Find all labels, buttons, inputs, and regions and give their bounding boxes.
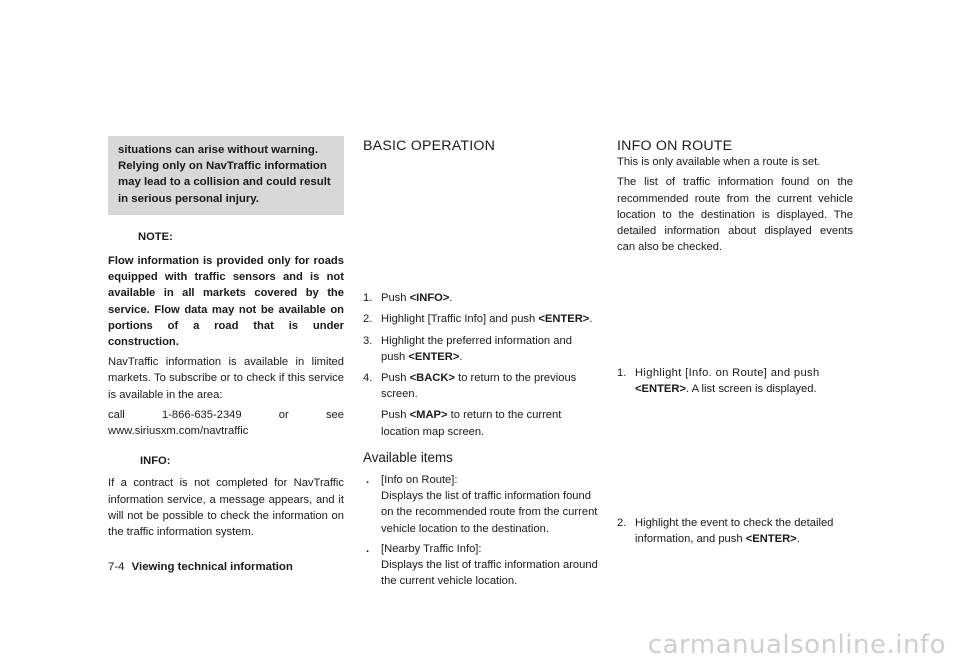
- page-number: 7-4: [108, 561, 125, 573]
- step-post: .: [589, 313, 593, 326]
- step-pre: Push: [381, 409, 410, 422]
- basic-operation-steps: [363, 290, 599, 440]
- step-post: to return to the previous screen.: [381, 372, 577, 401]
- key-label: <INFO>: [409, 292, 450, 305]
- step-pre: Highlight [Traffic Info] and push: [381, 313, 539, 326]
- step-text: [381, 370, 599, 402]
- item-desc: Displays the list of traffic information around the current vehicle location.: [381, 559, 598, 588]
- bullet-body: [381, 472, 599, 537]
- step-number: 1.: [363, 292, 373, 305]
- step-pre: Push: [381, 372, 410, 385]
- item-label: [Info on Route]:: [381, 474, 458, 487]
- bullet-icon: .: [366, 474, 370, 487]
- item-desc: Displays the list of traffic information found on the recommended route from the current vehicle location to the destination.: [381, 490, 598, 535]
- watermark: carmanualsonline.info: [647, 630, 946, 660]
- step-text: [635, 515, 853, 547]
- available-items-title: Available items: [363, 449, 453, 465]
- info-on-route-title: INFO ON ROUTE: [617, 138, 733, 154]
- key-label: <ENTER>: [745, 533, 797, 546]
- right-column: [617, 138, 853, 546]
- warning-text: situations can arise without warning. Relying only on NavTraffic information may lead to a collision and could result in serious personal injury.: [118, 144, 331, 205]
- step-item: [363, 333, 599, 365]
- list-item: [363, 541, 599, 590]
- key-label: <BACK>: [409, 372, 455, 385]
- step-pre: Highlight [Info. on Route] and push: [635, 367, 820, 379]
- item-label: [Nearby Traffic Info]:: [381, 542, 482, 555]
- step-sub-text: [381, 407, 599, 439]
- step-text: [635, 365, 853, 397]
- key-label: <ENTER>: [408, 350, 460, 363]
- footer-section-label: Viewing technical information: [131, 561, 293, 573]
- note-heading: NOTE:: [138, 230, 173, 243]
- key-label: <ENTER>: [635, 383, 686, 396]
- step-post: .: [459, 350, 463, 363]
- step-item: [363, 370, 599, 402]
- route-step-1: [617, 365, 853, 397]
- step-number: 4.: [363, 372, 373, 385]
- route-intro-2: The list of traffic information found on the recommended route from the current vehicle location to the destination is displayed. The detailed information about displayed events can also be checked.: [617, 176, 853, 254]
- step-item: [363, 290, 599, 306]
- route-step-2: [617, 515, 853, 547]
- step-post: to return to the current location map screen.: [381, 409, 562, 438]
- key-label: <ENTER>: [538, 313, 590, 326]
- basic-operation-title: BASIC OPERATION: [363, 138, 496, 154]
- step-number: 3.: [363, 334, 373, 347]
- step-pre: Push: [381, 292, 410, 305]
- step-number: 2.: [363, 313, 373, 326]
- step-number: 1.: [617, 367, 627, 379]
- middle-column: [363, 138, 599, 593]
- step-item: [363, 311, 599, 327]
- step-text: [381, 333, 599, 365]
- availability-text: NavTraffic information is available in limited markets. To subscribe or to check if this service is available in the area:: [108, 356, 344, 401]
- step-pre: Highlight the event to check the detailed information, and push: [635, 517, 834, 546]
- note-body: Flow information is provided only for roads equipped with traffic sensors and is not available in all markets covered by the service. Flow data may not be available on portions of a road that is under construction.: [108, 255, 344, 349]
- step-text: [381, 311, 599, 327]
- page-footer: [108, 561, 293, 573]
- bullet-icon: .: [366, 542, 370, 555]
- step-post: . A list screen is displayed.: [685, 383, 817, 396]
- key-label: <MAP>: [409, 409, 448, 422]
- route-intro-1: This is only available when a route is set.: [617, 156, 821, 169]
- step-post: .: [449, 292, 453, 305]
- list-item: [363, 472, 599, 537]
- warning-box: [108, 136, 344, 215]
- call-text: call 1-866-635-2349 or see www.siriusxm.com/navtraffic: [108, 408, 344, 438]
- step-post: .: [796, 533, 800, 546]
- step-number: 2.: [617, 517, 627, 529]
- info-heading: INFO:: [140, 455, 171, 468]
- step-pre: Highlight the preferred information and push: [381, 334, 572, 363]
- info-body: If a contract is not completed for NavTraffic information service, a message appears, and it will not be possible to check the information on the traffic information system.: [108, 477, 344, 539]
- step-text: [381, 290, 599, 306]
- left-column: [108, 136, 344, 544]
- bullet-body: [381, 541, 599, 590]
